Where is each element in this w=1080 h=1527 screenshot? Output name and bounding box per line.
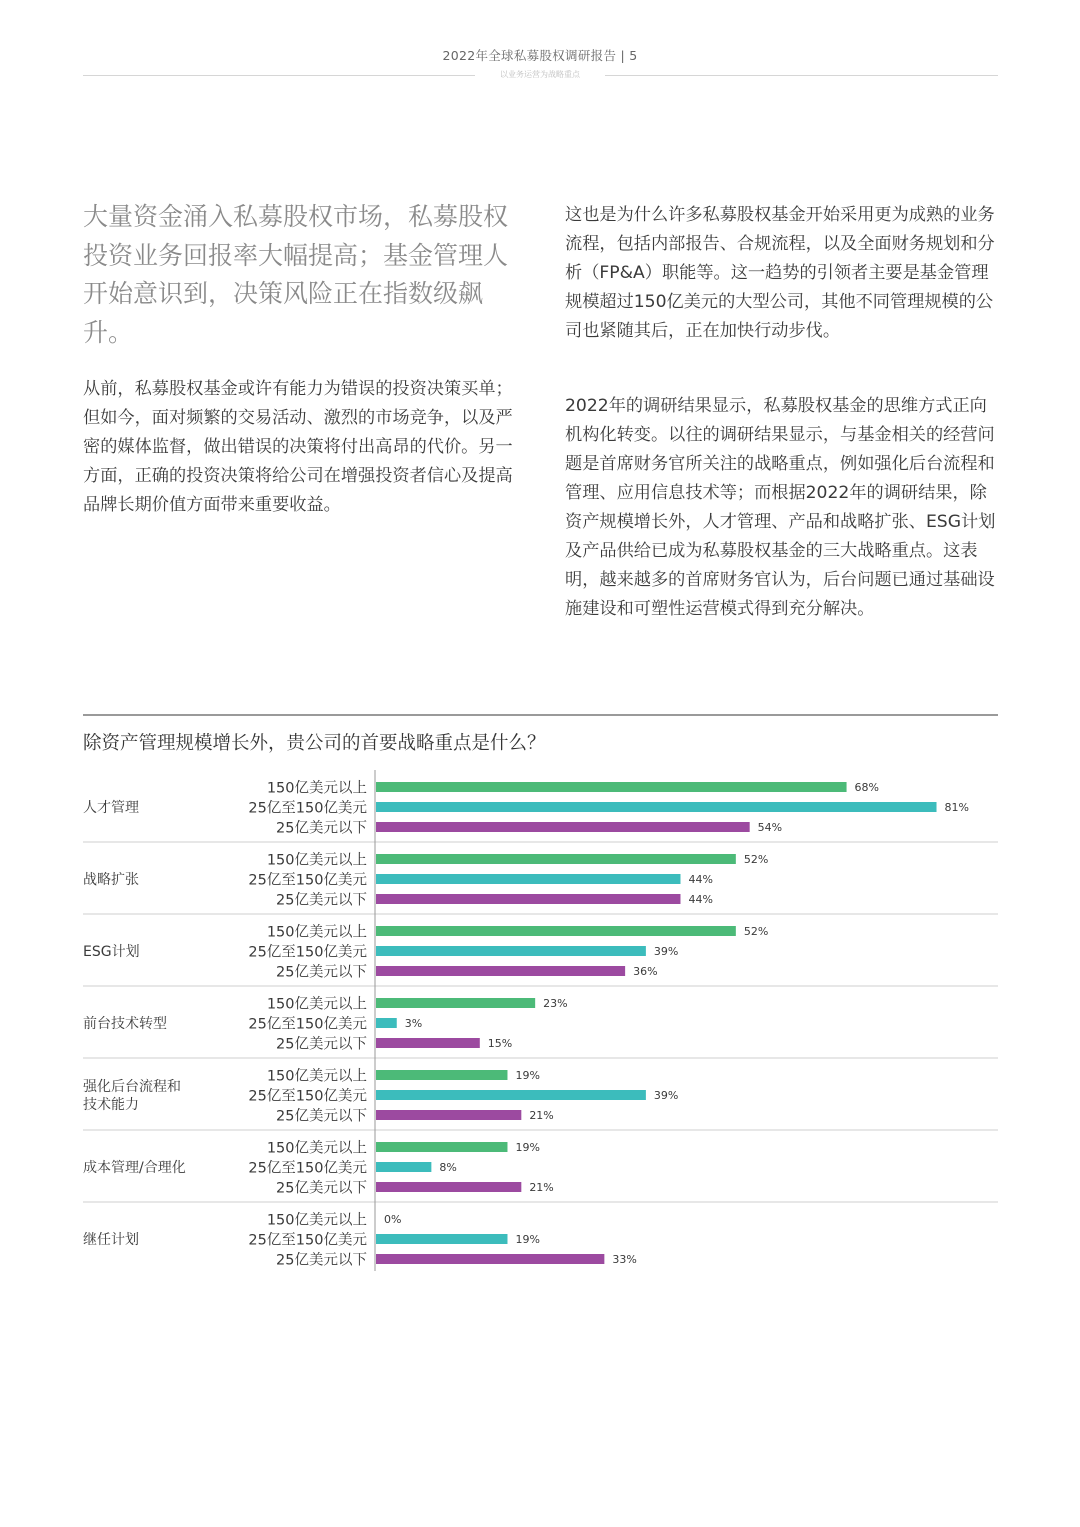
header-title: 2022年全球私募股权调研报告 | 5 (442, 48, 638, 63)
lead-quote: 大量资金涌入私募股权市场，私募股权投资业务回报率大幅提高；基金管理人开始意识到，决策风险正在指数级飙升。 (83, 202, 509, 347)
value-label: 21% (529, 1181, 554, 1194)
bar (376, 926, 736, 936)
header-subtitle: 以业务运营为战略重点 (500, 70, 580, 79)
bar (376, 874, 680, 884)
bar (376, 854, 736, 864)
series-label: 150亿美元以上 (266, 1140, 367, 1157)
value-label: 33% (612, 1253, 637, 1266)
series-label: 25亿美元以下 (276, 1180, 367, 1197)
value-label: 52% (743, 853, 769, 866)
series-label: 25亿至150亿美元 (248, 1088, 367, 1105)
bar (376, 966, 625, 976)
bar (376, 1110, 521, 1120)
bar (376, 946, 646, 956)
category-label: 强化后台流程和 (83, 1079, 181, 1095)
series-label: 25亿美元以下 (276, 1036, 367, 1053)
value-label: 0% (384, 1213, 402, 1226)
header-divider-left (83, 75, 475, 76)
bar (376, 998, 535, 1008)
category-label: 人才管理 (83, 800, 139, 816)
bar (376, 1182, 521, 1192)
bar (376, 1018, 397, 1028)
bar (376, 1090, 646, 1100)
category-label: 成本管理/合理化 (83, 1160, 186, 1176)
series-label: 25亿美元以下 (276, 892, 367, 909)
bar (376, 802, 937, 812)
series-label: 150亿美元以上 (266, 780, 367, 797)
series-label: 25亿至150亿美元 (248, 1232, 367, 1249)
category-label: 前台技术转型 (83, 1016, 167, 1032)
strategy-priorities-bar-chart (78, 770, 998, 1275)
chart-top-rule (83, 714, 998, 716)
series-label: 25亿美元以下 (276, 820, 367, 837)
value-label: 19% (515, 1069, 540, 1082)
bar (376, 1038, 480, 1048)
series-label: 25亿美元以下 (276, 1252, 367, 1269)
value-label: 39% (653, 945, 679, 958)
series-label: 150亿美元以上 (266, 1212, 367, 1229)
value-label: 23% (543, 997, 568, 1010)
series-label: 150亿美元以上 (266, 852, 367, 869)
series-label: 25亿至150亿美元 (248, 1160, 367, 1177)
series-label: 25亿美元以下 (276, 1108, 367, 1125)
series-label: 25亿至150亿美元 (248, 1016, 367, 1033)
bar (376, 782, 847, 792)
series-label: 25亿美元以下 (276, 964, 367, 981)
value-label: 36% (633, 965, 658, 978)
series-label: 150亿美元以上 (266, 996, 367, 1013)
bar (376, 1234, 507, 1244)
value-label: 52% (743, 925, 769, 938)
bar (376, 894, 680, 904)
series-label: 150亿美元以上 (266, 1068, 367, 1085)
header-divider-right (605, 75, 998, 76)
value-label: 39% (653, 1089, 679, 1102)
right-paragraph-1: 这也是为什么许多私募股权基金开始采用更为成熟的业务流程，包括内部报告、合规流程，以及全面财务规划和分析（FP&A）职能等。这一趋势的引领者主要是基金管理规模超过150亿美元的大型公司，其他不同管理规模的公司也紧随其后，正在加快行动步伐。 (565, 205, 995, 341)
value-label: 44% (688, 893, 713, 906)
value-label: 44% (688, 873, 713, 886)
bar (376, 1070, 507, 1080)
category-label: 继任计划 (83, 1232, 139, 1248)
bar (376, 1162, 431, 1172)
bar (376, 822, 750, 832)
value-label: 81% (944, 801, 969, 814)
series-label: 150亿美元以上 (266, 924, 367, 941)
category-label: ESG计划 (83, 944, 140, 960)
value-label: 54% (757, 821, 783, 834)
left-paragraph: 从前，私募股权基金或许有能力为错误的投资决策买单；但如今，面对频繁的交易活动、激烈的市场竞争，以及严密的媒体监督，做出错误的决策将付出高昂的代价。另一方面，正确的投资决策将给公司在增强投资者信心及提高品牌长期价值方面带来重要收益。 (83, 379, 513, 515)
value-label: 15% (487, 1037, 513, 1050)
category-label: 技术能力 (83, 1097, 139, 1113)
chart-title: 除资产管理规模增长外，贵公司的首要战略重点是什么？ (83, 733, 546, 754)
bar (376, 1254, 604, 1264)
value-label: 8% (439, 1161, 457, 1174)
right-paragraph-2: 2022年的调研结果显示，私募股权基金的思维方式正向机构化转变。以往的调研结果显示，与基金相关的经营问题是首席财务官所关注的战略重点，例如强化后台流程和管理、应用信息技术等；而根据2022年的调研结果，除资产规模增长外，人才管理、产品和战略扩张、ESG计划及产品供给已成为私募股权基金的三大战略重点。这表明，越来越多的首席财务官认为，后台问题已通过基础设施建设和可塑性运营模式得到充分解决。 (565, 396, 996, 619)
series-label: 25亿至150亿美元 (248, 944, 367, 961)
value-label: 68% (854, 781, 880, 794)
series-label: 25亿至150亿美元 (248, 800, 367, 817)
value-label: 3% (404, 1017, 423, 1030)
bar (376, 1142, 507, 1152)
value-label: 21% (529, 1109, 554, 1122)
series-label: 25亿至150亿美元 (248, 872, 367, 889)
value-label: 19% (515, 1141, 540, 1154)
category-label: 战略扩张 (83, 872, 139, 888)
value-label: 19% (515, 1233, 540, 1246)
